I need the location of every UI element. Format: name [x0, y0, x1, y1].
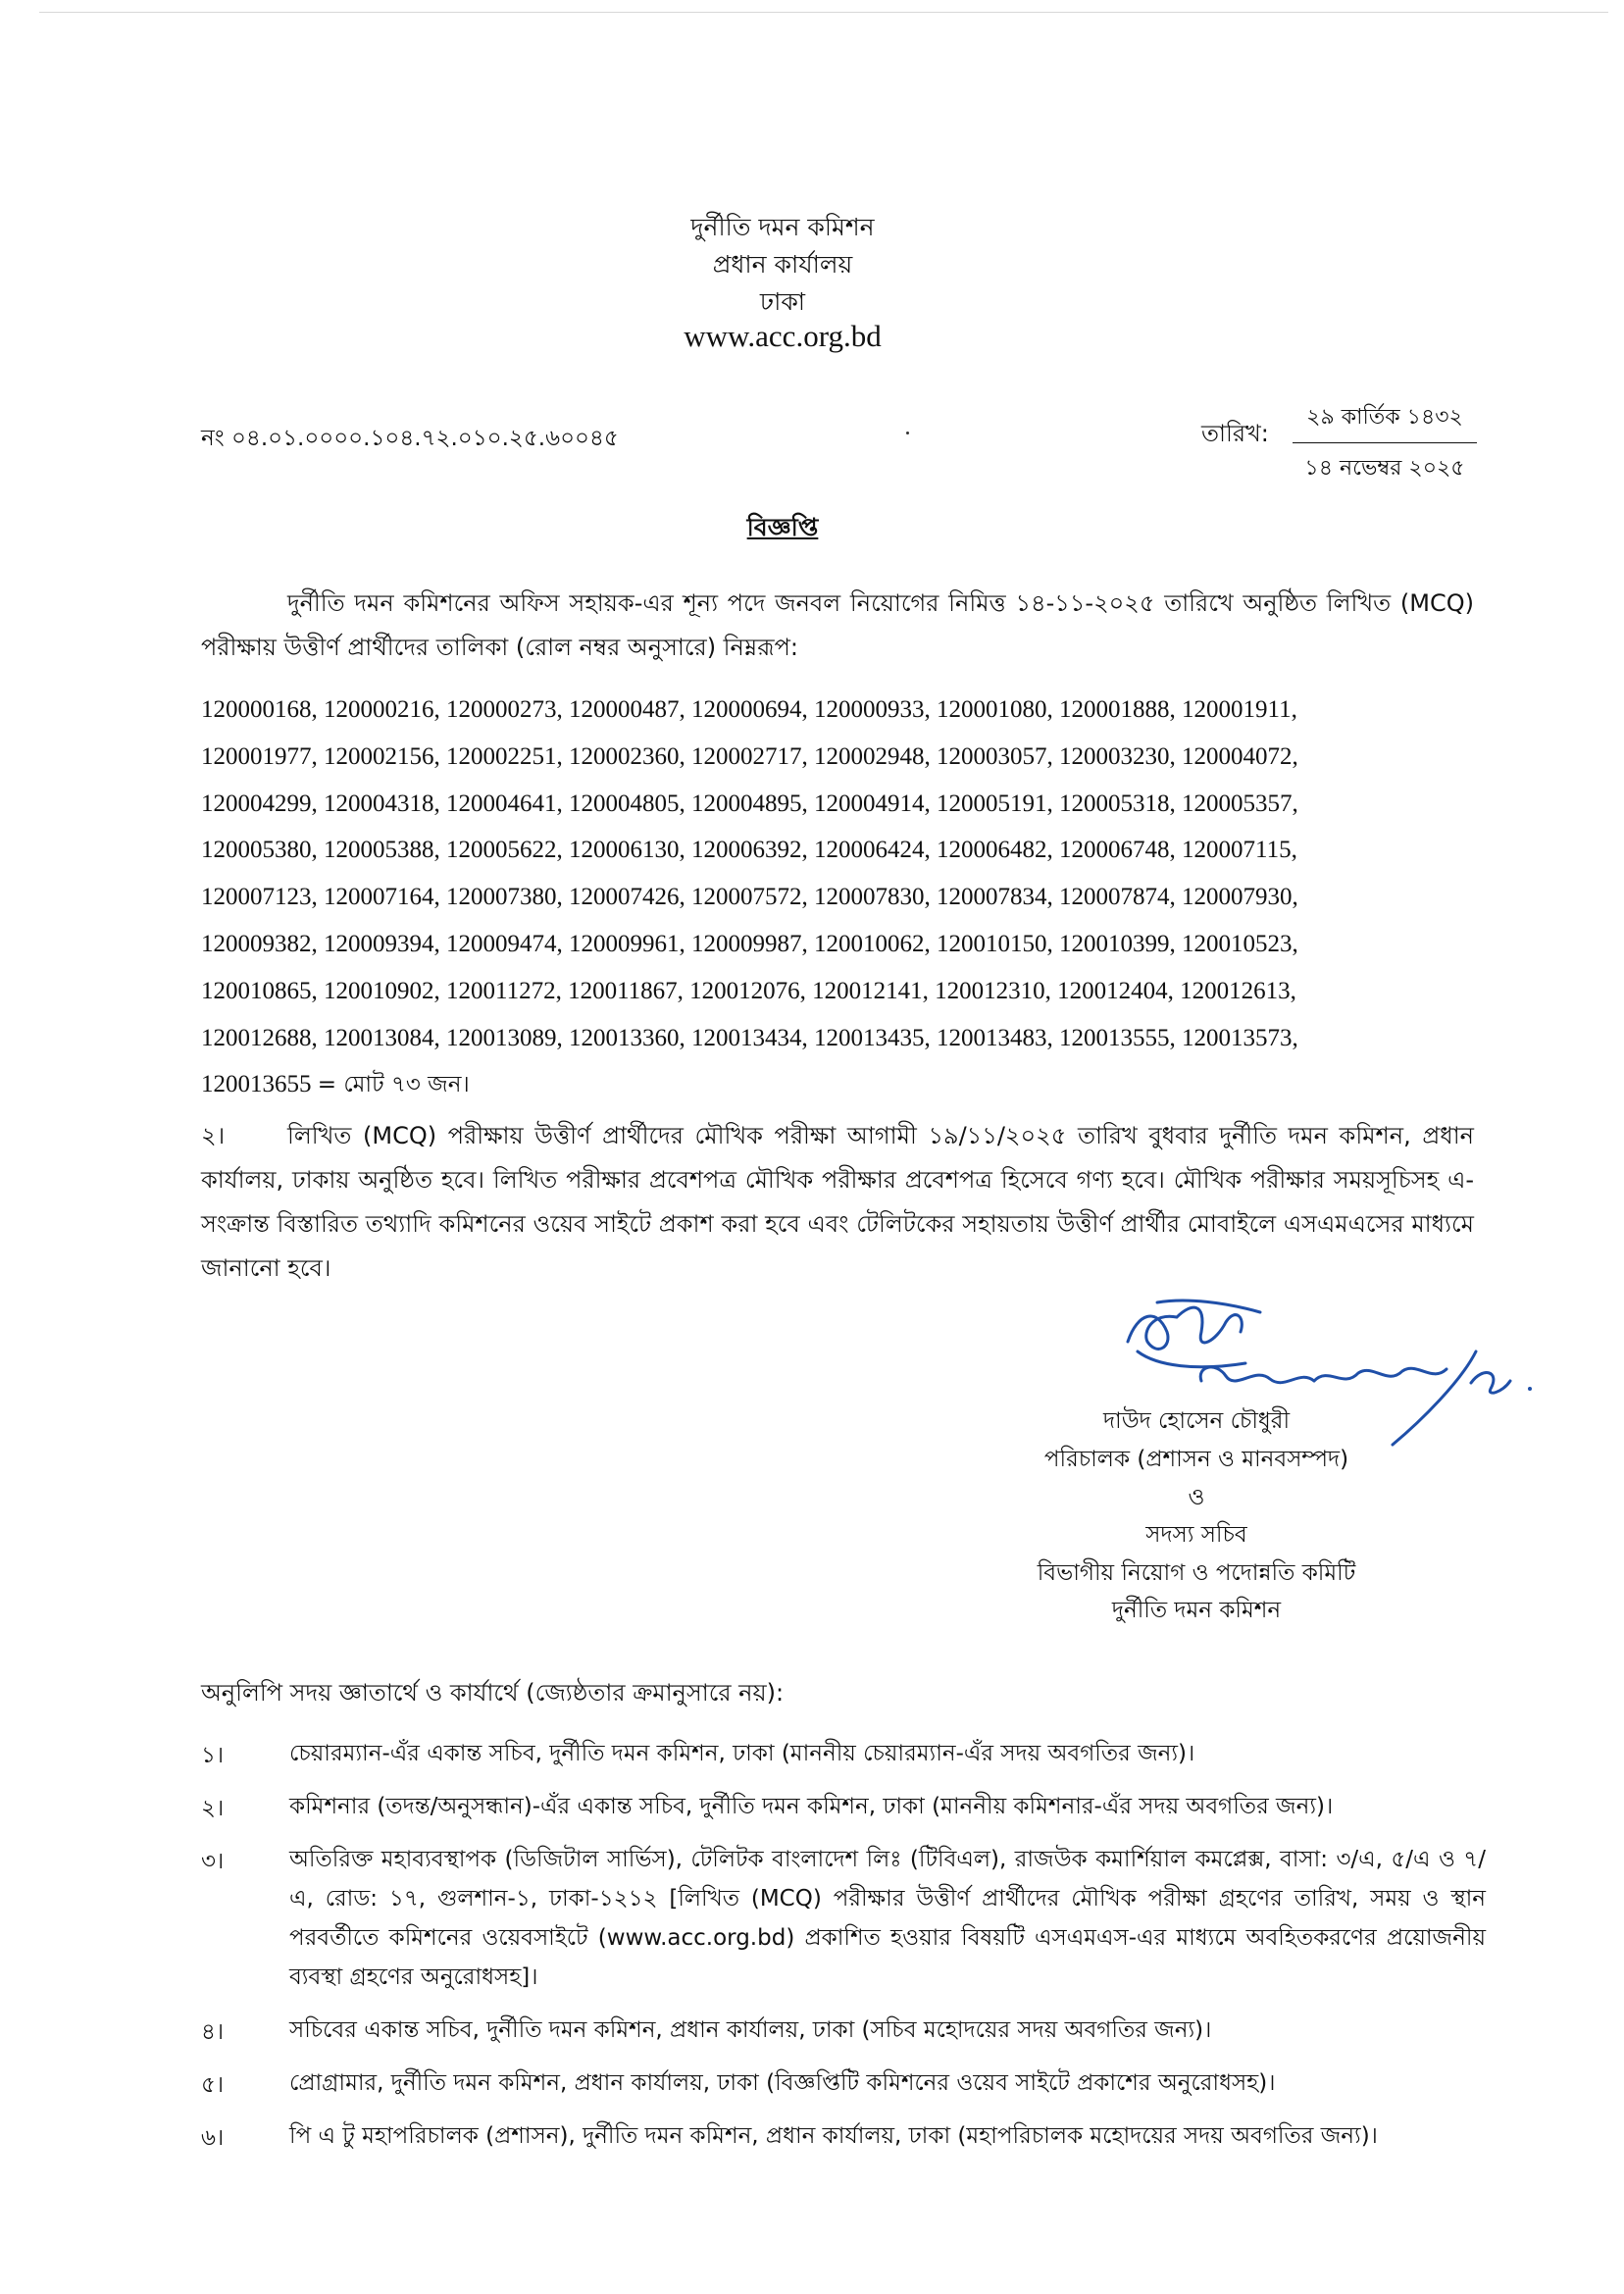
- roll-number: 120000168,: [201, 696, 318, 723]
- signer-conj: ও: [1188, 1485, 1205, 1510]
- roll-total-row: [201, 1061, 1476, 1109]
- roll-row: [201, 687, 1476, 734]
- roll-number: 120013435,: [814, 1024, 931, 1051]
- roll-number: 120004641,: [446, 790, 563, 817]
- copy-list: [201, 1734, 1486, 2169]
- roll-number: 120012076,: [689, 977, 806, 1004]
- header-org: দুর্নীতি দমন কমিশন: [690, 213, 875, 241]
- copy-item: [201, 2011, 1486, 2050]
- roll-number: 120013084,: [324, 1024, 440, 1051]
- signer-name: দাউদ হোসেন চৌধুরী: [1102, 1408, 1291, 1434]
- roll-number: 120010865,: [201, 977, 318, 1004]
- roll-number: 120005380,: [201, 837, 318, 864]
- roll-number: 120001888,: [1059, 696, 1176, 723]
- copy-item: [201, 1840, 1486, 1997]
- signer-committee: বিভাগীয় নিয়োগ ও পদোন্নতি কমিটি: [1037, 1560, 1356, 1586]
- roll-number: 120004072,: [1182, 742, 1298, 770]
- roll-number: 120001911,: [1182, 696, 1297, 723]
- notice-intro: দুর্নীতি দমন কমিশনের অফিস সহায়ক-এর শূন্য পদে জনবল নিয়োগের নিমিত্ত ১৪-১১-২০২৫ তারিখে অনুষ্ঠিত লিখিত (MCQ) পরীক্ষায় উত্তীর্ণ প্রার্থীদের তালিকা (রোল নম্বর অনুসারে) নিম্নরূপ:: [201, 589, 1474, 661]
- copy-item: [201, 1734, 1486, 1773]
- copy-item-number: ১।: [201, 1743, 225, 1768]
- roll-number: 120006482,: [937, 837, 1053, 864]
- roll-number: 120009987,: [691, 930, 808, 957]
- roll-number: 120009382,: [201, 930, 318, 957]
- roll-number: 120013089,: [446, 1024, 563, 1051]
- roll-row: [201, 827, 1476, 874]
- roll-number: 120013360,: [569, 1024, 685, 1051]
- roll-number: 120010902,: [324, 977, 440, 1004]
- signer-role: সদস্য সচিব: [1145, 1522, 1247, 1548]
- roll-number: 120007164,: [324, 884, 440, 911]
- roll-total: = মোট ৭৩ জন।: [317, 1072, 470, 1098]
- copy-item: [201, 2116, 1486, 2156]
- roll-number: 120007115,: [1182, 837, 1297, 864]
- roll-number: 120003230,: [1059, 742, 1176, 770]
- roll-number: 120009961,: [569, 930, 685, 957]
- para-2-number: ২।: [201, 1122, 226, 1149]
- roll-number: 120004318,: [324, 790, 440, 817]
- date-label: তারিখ:: [1201, 420, 1269, 447]
- roll-number: 120007874,: [1059, 884, 1176, 911]
- copy-item-number: ৫।: [201, 2072, 225, 2098]
- header-website: www.acc.org.bd: [684, 319, 882, 353]
- roll-number: 120012688,: [201, 1024, 318, 1051]
- roll-number: 120007830,: [814, 884, 931, 911]
- copy-item-number: ৬।: [201, 2125, 225, 2151]
- copy-title: অনুলিপি সদয় জ্ঞাতার্থে ও কার্যার্থে (জ্যেষ্ঠতার ক্রমানুসারে নয়):: [201, 1679, 785, 1707]
- copy-item: [201, 1787, 1486, 1826]
- top-rule: [39, 12, 1608, 13]
- copy-item: [201, 2064, 1486, 2103]
- notice-title: বিজ্ঞপ্তি: [746, 513, 819, 541]
- copy-item-text: পি এ টু মহাপরিচালক (প্রশাসন), দুর্নীতি দমন কমিশন, প্রধান কার্যালয়, ঢাকা (মহাপরিচালক মহোদয়ের সদয় অবগতির জন্য)।: [289, 2123, 1378, 2149]
- para-2-text: লিখিত (MCQ) পরীক্ষায় উত্তীর্ণ প্রার্থীদের মৌখিক পরীক্ষা আগামী ১৯/১১/২০২৫ তারিখ বুধবার দুর্নীতি দমন কমিশন, প্রধান কার্যালয়, ঢাকায় অনুষ্ঠিত হবে। লিখিত পরীক্ষার প্রবেশপত্র মৌখিক পরীক্ষার প্রবেশপত্র হিসেবে গণ্য হবে। মৌখিক পরীক্ষার সময়সূচিসহ এ-সংক্রান্ত বিস্তারিত তথ্যাদি কমিশনের ওয়েব সাইটে প্রকাশ করা হবে এবং টেলিটকের সহায়তায় উত্তীর্ণ প্রার্থীর মোবাইলে এসএমএসের মাধ্যমে জানানো হবে।: [201, 1122, 1474, 1282]
- date-bangla: ২৯ কার্তিক ১৪৩২: [1293, 400, 1477, 443]
- roll-number: 120011272,: [446, 977, 562, 1004]
- roll-row: [201, 1015, 1476, 1062]
- roll-number: 120000273,: [446, 696, 563, 723]
- roll-number: 120006392,: [691, 837, 808, 864]
- roll-number: 120000216,: [324, 696, 440, 723]
- roll-number: 120006130,: [569, 837, 685, 864]
- roll-number: 120006748,: [1059, 837, 1176, 864]
- roll-number: 120013555,: [1059, 1024, 1176, 1051]
- copy-item-text: কমিশনার (তদন্ত/অনুসন্ধান)-এঁর একান্ত সচিব, দুর্নীতি দমন কমিশন, ঢাকা (মাননীয় কমিশনার-এঁর সদয় অবগতির জন্য)।: [289, 1794, 1334, 1819]
- roll-number: 120007834,: [937, 884, 1053, 911]
- notice-para-2: [201, 1114, 1474, 1291]
- roll-number: 120002948,: [814, 742, 931, 770]
- copy-item-text: সচিবের একান্ত সচিব, দুর্নীতি দমন কমিশন, প্রধান কার্যালয়, ঢাকা (সচিব মহোদয়ের সদয় অবগতির জন্য)।: [289, 2017, 1212, 2043]
- copy-item-number: ৪।: [201, 2019, 225, 2045]
- copy-item-text: প্রোগ্রামার, দুর্নীতি দমন কমিশন, প্রধান কার্যালয়, ঢাকা (বিজ্ঞপ্তিটি কমিশনের ওয়েব সাইটে প্রকাশের অনুরোধসহ)।: [289, 2070, 1276, 2096]
- roll-number: 120002717,: [691, 742, 808, 770]
- roll-number: 120005191,: [937, 790, 1053, 817]
- roll-number: 120000933,: [814, 696, 931, 723]
- roll-number: 120012310,: [935, 977, 1051, 1004]
- roll-list: [201, 687, 1476, 1109]
- roll-number: 120012404,: [1057, 977, 1174, 1004]
- roll-number: 120007426,: [569, 884, 685, 911]
- roll-number: 120010062,: [814, 930, 931, 957]
- roll-number: 120004895,: [691, 790, 808, 817]
- roll-row: [201, 734, 1476, 781]
- roll-number: 120012141,: [812, 977, 929, 1004]
- header-city: ঢাকা: [759, 287, 806, 316]
- roll-number: 120007380,: [446, 884, 563, 911]
- roll-row: [201, 968, 1476, 1015]
- roll-number: 120010523,: [1182, 930, 1298, 957]
- copy-item-number: ৩।: [201, 1849, 225, 1874]
- roll-number: 120007930,: [1182, 884, 1298, 911]
- roll-number: 120012613,: [1180, 977, 1296, 1004]
- roll-row: [201, 874, 1476, 921]
- copy-item-text: চেয়ারম্যান-এঁর একান্ত সচিব, দুর্নীতি দমন কমিশন, ঢাকা (মাননীয় চেয়ারম্যান-এঁর সদয় অবগতির জন্য)।: [289, 1741, 1195, 1766]
- signer-designation: পরিচালক (প্রশাসন ও মানবসম্পদ): [1043, 1447, 1349, 1472]
- roll-number: 120013655: [201, 1071, 312, 1098]
- roll-number: 120007572,: [691, 884, 808, 911]
- roll-number: 120004914,: [814, 790, 931, 817]
- date-block: [1293, 400, 1477, 487]
- roll-number: 120009474,: [446, 930, 563, 957]
- roll-number: 120013434,: [691, 1024, 808, 1051]
- roll-number: 120001080,: [937, 696, 1053, 723]
- date-english: ১৪ নভেম্বর ২০২৫: [1304, 456, 1465, 481]
- speck: [906, 432, 909, 434]
- roll-number: 120005318,: [1059, 790, 1176, 817]
- roll-row: [201, 781, 1476, 828]
- roll-number: 120010150,: [937, 930, 1053, 957]
- roll-number: 120011867,: [568, 977, 684, 1004]
- roll-number: 120006424,: [814, 837, 931, 864]
- roll-number: 120001977,: [201, 742, 318, 770]
- roll-number: 120002156,: [324, 742, 440, 770]
- roll-number: 120010399,: [1059, 930, 1176, 957]
- roll-number: 120013483,: [937, 1024, 1053, 1051]
- roll-number: 120013573,: [1182, 1024, 1298, 1051]
- roll-number: 120002251,: [446, 742, 563, 770]
- roll-number: 120005622,: [446, 837, 563, 864]
- roll-number: 120004805,: [569, 790, 685, 817]
- roll-number: 120003057,: [937, 742, 1053, 770]
- roll-number: 120005357,: [1182, 790, 1298, 817]
- roll-number: 120004299,: [201, 790, 318, 817]
- copy-item-number: ২।: [201, 1796, 225, 1821]
- copy-item-text: অতিরিক্ত মহাব্যবস্থাপক (ডিজিটাল সার্ভিস), টেলিটক বাংলাদেশ লিঃ (টিবিএল), রাজউক কমার্শিয়াল কমপ্লেক্স, বাসা: ৩/এ, ৫/এ ও ৭/এ, রোড: ১৭, গুলশান-১, ঢাকা-১২১২ [লিখিত (MCQ) পরীক্ষার উত্তীর্ণ প্রার্থীদের মৌখিক পরীক্ষা গ্রহণের তারিখ, সময় ও স্থান পরবর্তীতে কমিশনের ওয়েবসাইটে (www.acc.org.bd) প্রকাশিত হওয়ার বিষয়টি এসএমএস-এর মাধ্যমে অবহিতকরণের প্রয়োজনীয় ব্যবস্থা গ্রহণের অনুরোধসহ]।: [289, 1847, 1486, 1990]
- roll-number: 120009394,: [324, 930, 440, 957]
- roll-number: 120002360,: [569, 742, 685, 770]
- memo-number: নং ০৪.০১.০০০০.১০৪.৭২.০১০.২৫.৬০০৪৫: [201, 426, 619, 451]
- roll-number: 120007123,: [201, 884, 318, 911]
- roll-number: 120000487,: [569, 696, 685, 723]
- roll-number: 120005388,: [324, 837, 440, 864]
- signer-org: দুর্নীতি দমন কমিশন: [1111, 1598, 1282, 1623]
- header-office: প্রধান কার্যালয়: [712, 250, 853, 279]
- roll-row: [201, 921, 1476, 968]
- roll-number: 120000694,: [691, 696, 808, 723]
